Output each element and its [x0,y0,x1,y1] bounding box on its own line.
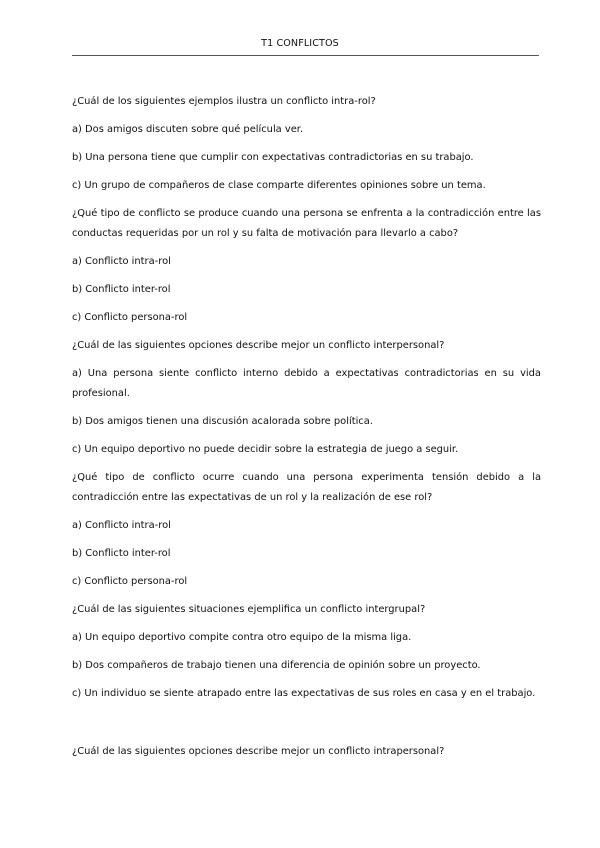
question-2-option-c: c) Conflicto persona-rol [72,312,188,323]
question-4-option-a: a) Conflicto intra-rol [72,520,171,531]
question-5: ¿Cuál de las siguientes situaciones ejemplifica un conflicto intergrupal? [72,604,426,615]
question-3-option-c: c) Un equipo deportivo no puede decidir sobre la estrategia de juego a seguir. [72,444,459,455]
question-2-option-a: a) Conflicto intra-rol [72,256,171,267]
question-3-option-a: a) Una persona siente conflicto interno debido a expectativas contradictorias en su vida profesional. [72,368,541,399]
question-5-option-c: c) Un individuo se siente atrapado entre las expectativas de sus roles en casa y en el trabajo. [72,688,536,699]
question-3-option-b: b) Dos amigos tienen una discusión acalorada sobre política. [72,416,373,427]
document-body [72,92,541,770]
question-2-option-b: b) Conflicto inter-rol [72,284,171,295]
question-2: ¿Qué tipo de conflicto se produce cuando una persona se enfrenta a la contradicción entre las conductas requeridas por un rol y su falta de motivación para llevarlo a cabo? [72,208,541,239]
question-5-option-a: a) Un equipo deportivo compite contra otro equipo de la misma liga. [72,632,412,643]
question-5-option-b: b) Dos compañeros de trabajo tienen una diferencia de opinión sobre un proyecto. [72,660,481,671]
header-divider [72,55,539,56]
question-1-option-c: c) Un grupo de compañeros de clase comparte diferentes opiniones sobre un tema. [72,180,486,191]
question-3: ¿Cuál de las siguientes opciones describe mejor un conflicto interpersonal? [72,340,445,351]
question-4-option-b: b) Conflicto inter-rol [72,548,171,559]
question-1-option-a: a) Dos amigos discuten sobre qué película ver. [72,124,304,135]
question-6: ¿Cuál de las siguientes opciones describe mejor un conflicto intrapersonal? [72,746,445,757]
page-header-title: T1 CONFLICTOS [261,38,339,49]
question-1: ¿Cuál de los siguientes ejemplos ilustra un conflicto intra-rol? [72,96,376,107]
blank-space [72,712,541,742]
question-4: ¿Qué tipo de conflicto ocurre cuando una persona experimenta tensión debido a la contradicción entre las expectativas de un rol y la realización de ese rol? [72,472,541,503]
question-1-option-b: b) Una persona tiene que cumplir con expectativas contradictorias en su trabajo. [72,152,474,163]
question-4-option-c: c) Conflicto persona-rol [72,576,188,587]
